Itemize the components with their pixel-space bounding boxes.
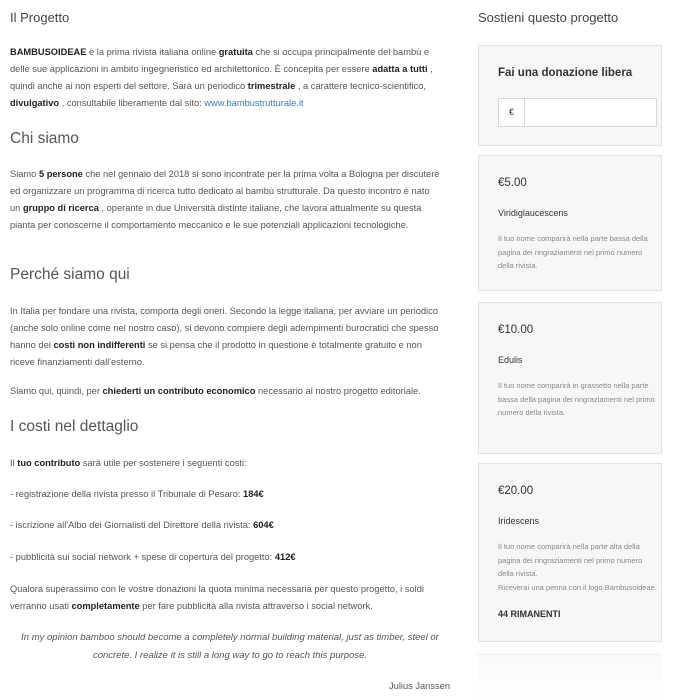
- tier-description: Il tuo nome comparirà nella parte alta della pagina dei ringraziamenti nel primo numero della rivista.: [498, 542, 643, 578]
- text-segment: se si pensa che il prodotto in questione è totalmente gratuito e non riceve finanziamenti dall'esterno.: [10, 340, 422, 367]
- text-segment: - iscrizione all'Albo dei Giornalisti del Direttore della rivista:: [10, 520, 254, 530]
- heading-costi: I costi nel dettaglio: [10, 418, 139, 435]
- text-segment: necessario al nostro progetto editoriale.: [255, 386, 421, 396]
- tier-extra-reward: Riceverai una penna con il logo Bambusoideae.: [498, 583, 657, 592]
- emphasis-text: 604€: [253, 520, 274, 530]
- emphasis-text: 5 persone: [38, 169, 83, 179]
- reward-tier-10[interactable]: [478, 302, 662, 454]
- heading-perche-siamo-qui: Perché siamo qui: [10, 266, 130, 283]
- text-segment: - pubblicità sui social network + spese di copertura del progetto:: [10, 552, 275, 562]
- chi-siamo-paragraph: [10, 166, 442, 234]
- text-segment: che nel gennaio del 2018 si sono incontrate per la prima volta a Bologna per discutere ed organizzare un programma di ricerca tutto dedicato al bambù strutturale. Da questo incontro è nato un: [10, 169, 440, 213]
- free-donation-title: Fai una donazione libera: [498, 67, 633, 79]
- text-segment: , a carattere tecnico-scientifico,: [295, 81, 427, 91]
- text-segment: , operante in due Università distinte italiane, che lavora attualmente su questa pianta per conoscerne il comportamento meccanico e le sue potenziali applicazioni tecnologiche.: [10, 203, 422, 230]
- text-segment: sarà utile per sostenere i seguenti costi:: [80, 458, 247, 468]
- page-title: Il Progetto: [10, 10, 70, 25]
- text-segment: Siamo: [10, 169, 39, 179]
- emphasis-text: tuo contributo: [17, 458, 81, 468]
- text-segment: - registrazione della rivista presso il Tribunale di Pesaro:: [10, 489, 244, 499]
- heading-chi-siamo: Chi siamo: [10, 130, 79, 147]
- tier-remaining-count: 44 RIMANENTI: [498, 609, 561, 619]
- text-segment: , quindi anche ai non esperti del settore. Sarà un periodico: [10, 64, 433, 91]
- emphasis-text: 184€: [243, 489, 264, 499]
- cost-item-iscrizione: [10, 517, 442, 534]
- next-tier-card-partial: [478, 654, 662, 700]
- emphasis-text: costi non indifferenti: [53, 340, 146, 350]
- emphasis-text: adatta a tutti: [372, 64, 428, 74]
- cost-item-registrazione: [10, 486, 442, 503]
- tier-name: Viridiglaucescens: [498, 208, 568, 218]
- emphasis-text: completamente: [71, 601, 140, 611]
- tier-name: Edulis: [498, 355, 523, 365]
- emphasis-text: 412€: [274, 552, 296, 562]
- tier-description: Il tuo nome comparirà in grassetto nella parte bassa della pagina dei ringraziamenti nel primo numero della rivista.: [498, 381, 655, 417]
- perche-paragraph-1: [10, 303, 442, 371]
- emphasis-text: trimestrale: [247, 81, 296, 91]
- costi-lead: [10, 455, 442, 472]
- text-segment: Il: [10, 458, 18, 468]
- site-link[interactable]: www.bambustrutturale.it: [204, 98, 304, 108]
- reward-tier-5[interactable]: [478, 155, 662, 291]
- emphasis-text: divulgativo: [10, 98, 60, 108]
- text-segment: In Italia per fondare una rivista, comporta degli oneri. Secondo la legge italiana, per avviare un periodico (anche solo online come nel nostro caso), si devono compiere degli adempimenti burocratici che spesso hanno dei: [10, 306, 439, 350]
- text-segment: , consultabile liberamente dal sito:: [59, 98, 205, 108]
- reward-tier-20[interactable]: [478, 463, 662, 642]
- text-segment: Qualora superassimo con le vostre donazioni la quota minima necessaria per questo progetto, i soldi verranno usati: [10, 584, 424, 611]
- quote-author: Julius Janssen: [389, 681, 450, 691]
- emphasis-text: gruppo di ricerca: [22, 203, 99, 213]
- emphasis-text: chiederti un contributo economico: [102, 386, 256, 396]
- donation-amount-input[interactable]: [526, 99, 656, 126]
- sidebar-title: Sostieni questo progetto: [478, 10, 619, 25]
- tier-amount: €5.00: [498, 177, 527, 189]
- tier-name: Iridescens: [498, 516, 540, 526]
- tier-amount: €10.00: [498, 324, 534, 336]
- emphasis-text: BAMBUSOIDEAE: [10, 47, 87, 57]
- text-segment: che si occupa principalmente del bambù e delle sue applicazioni in ambito ingegneristico ed architettonico. È concepita per essere: [10, 47, 430, 74]
- cost-item-pubblicita: [10, 549, 442, 566]
- text-segment: è la prima rivista italiana online: [86, 47, 219, 57]
- free-donation-card: [478, 45, 662, 146]
- bamboo-quote: In my opinion bamboo should become a completely normal building material, just as timber, steel or concrete. I realize it is still a long way to go to reach this purpose.: [21, 632, 439, 661]
- tier-description: Il tuo nome comparirà nella parte bassa della pagina dei ringraziamenti nel primo numero della rivista.: [498, 234, 648, 270]
- emphasis-text: gratuita: [218, 47, 253, 57]
- donation-amount-group: [498, 98, 657, 127]
- costi-closing: [10, 581, 442, 615]
- currency-symbol: €: [499, 99, 525, 126]
- tier-amount: €20.00: [498, 485, 534, 497]
- perche-paragraph-2: [10, 383, 442, 400]
- text-segment: Siamo qui, quindi, per: [10, 386, 103, 396]
- text-segment: per fare pubblicità alla rivista attraverso i social network.: [139, 601, 373, 611]
- intro-paragraph: [10, 44, 442, 112]
